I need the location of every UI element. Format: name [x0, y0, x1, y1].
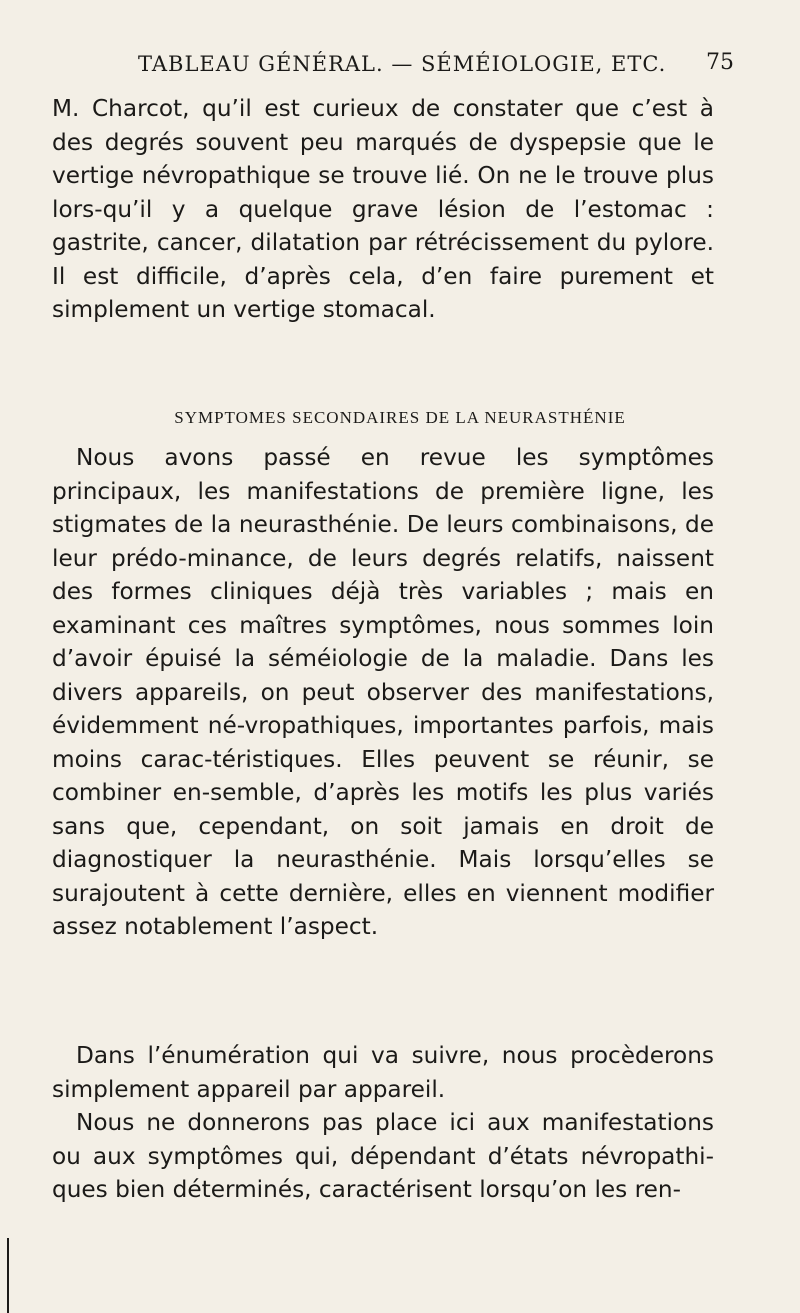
page-number: 75 — [706, 50, 734, 75]
intro-paragraph-text: M. Charcot, qu’il est curieux de constater que c’est à des degrés souvent peu marqués de dyspepsie que le vertige névropathique se trouve lié. On ne le trouve plus lors-qu’il y a quelque grave lésion de l’estomac : gastrite, cancer, dilatation par rétrécissement du pylore. Il est difficile, d’après cela, d’en faire purement et simplement un vertige stomacal. — [52, 95, 714, 323]
paragraph-1 — [52, 441, 714, 944]
paragraph-3-text: Nous ne donnerons pas place ici aux manifestations ou aux symptômes qui, dépendant d’états névropathi-ques bien déterminés, caractérisent lorsqu’on les ren- — [52, 1109, 714, 1203]
paragraph-2-text: Dans l’énumération qui va suivre, nous procèderons simplement appareil par appareil. — [52, 1042, 714, 1103]
running-head — [0, 52, 800, 92]
intro-paragraph — [52, 92, 714, 327]
margin-rule — [7, 1238, 9, 1313]
running-title: TABLEAU GÉNÉRAL. — SÉMÉIOLOGIE, ETC. — [138, 52, 667, 76]
paragraph-2 — [52, 1039, 714, 1106]
paragraph-3 — [52, 1106, 714, 1207]
paragraph-1-text: Nous avons passé en revue les symptômes principaux, les manifestations de première ligne, les stigmates de la neurasthénie. De leurs combinaisons, de leur prédo-minance, de leurs degrés relatifs, naissent des formes cliniques déjà très variables ; mais en examinant ces maîtres symptômes, nous sommes loin d’avoir épuisé la séméiologie de la maladie. Dans les divers appareils, on peut observer des manifestations, évidemment né-vropathiques, importantes parfois, mais moins carac-téristiques. Elles peuvent se réunir, se combiner en-semble, d’après les motifs les plus variés sans que, cependant, on soit jamais en droit de diagnostiquer la neurasthénie. Mais lorsqu’elles se surajoutent à cette dernière, elles en viennent modifier assez notablement l’aspect. — [52, 444, 714, 940]
section-heading: SYMPTOMES SECONDAIRES DE LA NEURASTHÉNIE — [174, 408, 626, 427]
